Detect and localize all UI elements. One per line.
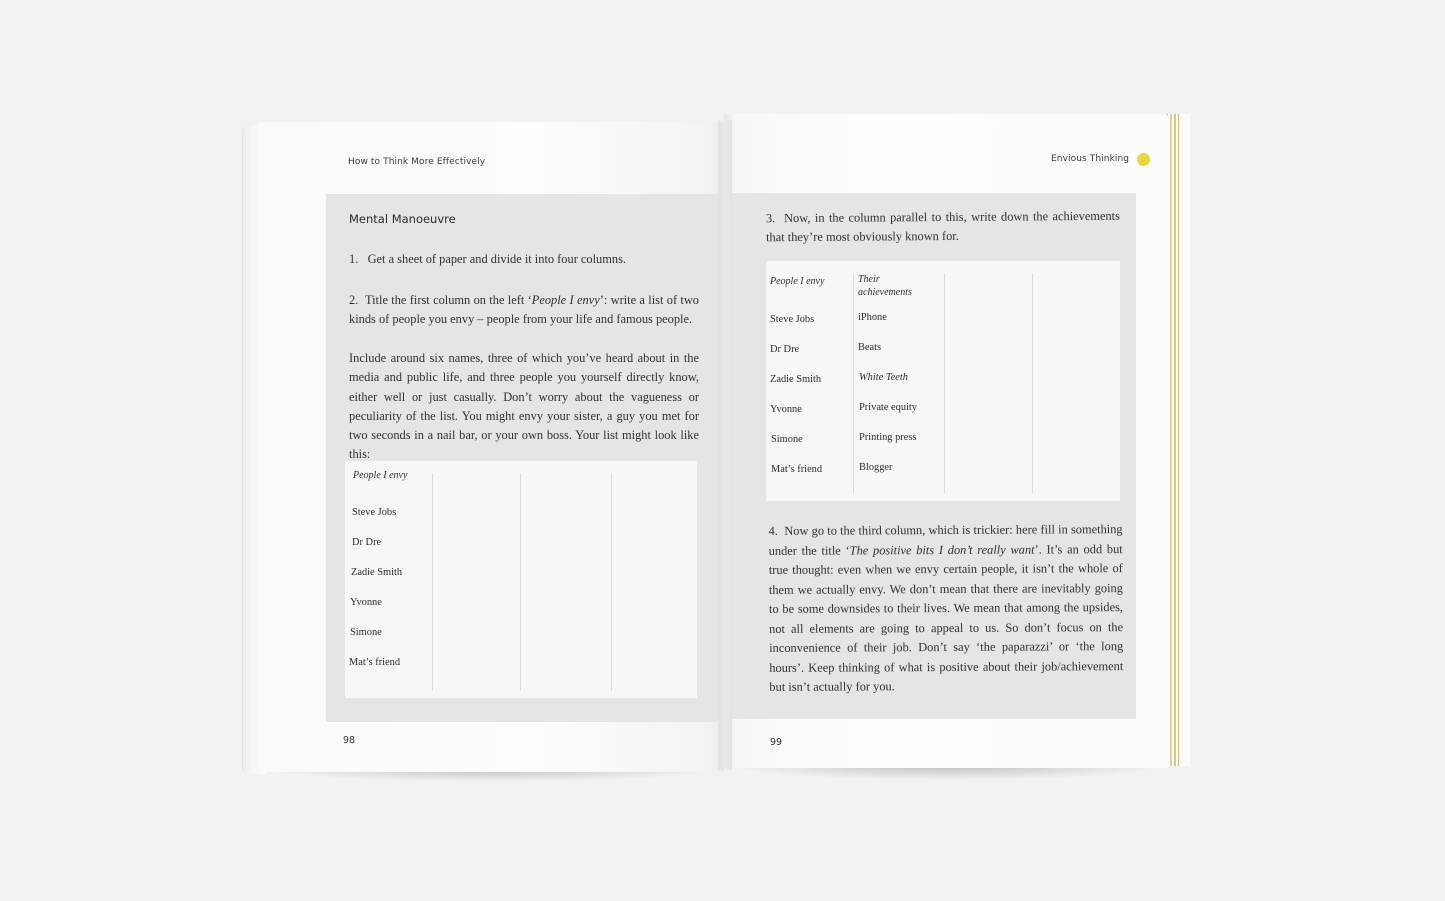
column-header: People I envy bbox=[353, 470, 408, 481]
table-cell: Zadie Smith bbox=[351, 567, 403, 578]
envy-table-left bbox=[345, 461, 697, 698]
step-text: ’. It’s an odd but true thought: even when we envy certain people, it isn’t the whole of them we actually envy. We don’t mean that there are inevitably going to be some downsides to their lives. We mean that among the upsides, not all elements are going to appeal to us. So don’t focus on the inconvenience of their job. Don’t say ‘the paparazzi’ or ‘the long hours’. Keep thinking of what is positive about their job/achievement but isn’t actually for you. bbox=[768, 541, 1124, 694]
column-divider bbox=[944, 273, 945, 493]
table-cell: Dr Dre bbox=[352, 537, 382, 548]
envy-table-right bbox=[766, 261, 1120, 501]
gilded-edge-line bbox=[1178, 114, 1179, 766]
gutter-shadow bbox=[718, 120, 732, 770]
column-divider bbox=[853, 273, 854, 493]
step-italic: People I envy bbox=[531, 293, 600, 307]
step-text: Now go to the third column, which is trickier: here fill in something under the title ‘ bbox=[768, 522, 1123, 558]
table-cell-achievement: Private equity bbox=[859, 402, 918, 413]
step-3 bbox=[766, 207, 1120, 248]
table-cell-person: Dr Dre bbox=[770, 344, 800, 355]
table-cell-achievement: Blogger bbox=[859, 462, 893, 473]
table-cell-person: Yvonne bbox=[770, 404, 802, 415]
book-shadow-right bbox=[728, 766, 1168, 780]
section-title: Mental Manoeuvre bbox=[349, 212, 456, 226]
running-head-left: How to Think More Effectively bbox=[348, 157, 486, 167]
gilded-edge-line bbox=[1174, 114, 1176, 766]
step-italic: The positive bits I don’t really want bbox=[849, 542, 1035, 558]
step-number: 4. bbox=[768, 523, 778, 538]
running-head-right: Envious Thinking bbox=[1051, 154, 1130, 164]
step-text: Get a sheet of paper and divide it into four columns. bbox=[367, 252, 627, 266]
step-number: 1. bbox=[349, 252, 359, 266]
step-text: Now, in the column parallel to this, write down the achievements that they’re most obviously known for. bbox=[766, 208, 1120, 245]
page-number-left: 98 bbox=[343, 735, 356, 746]
table-cell-achievement: Beats bbox=[858, 342, 882, 353]
step-number: 3. bbox=[765, 211, 776, 226]
table-cell-achievement: iPhone bbox=[858, 312, 887, 323]
gilded-edge-line bbox=[1170, 114, 1172, 766]
step-text: ’: write a list of two kinds of people you envy – people from your life and famous people. bbox=[349, 293, 700, 327]
table-cell-person: Mat’s friend bbox=[771, 464, 823, 475]
table-cell-person: Steve Jobs bbox=[770, 314, 815, 325]
step-4 bbox=[769, 520, 1124, 697]
step-2 bbox=[349, 291, 699, 330]
table-cell: Simone bbox=[350, 627, 382, 638]
table-cell: Mat’s friend bbox=[349, 657, 401, 668]
table-cell-achievement: Printing press bbox=[859, 432, 917, 443]
table-cell: Yvonne bbox=[350, 597, 382, 608]
body-paragraph: Include around six names, three of which you’ve heard about in the media and public life, and three people you yourself directly know, either well or just casually. Don’t worry about the vagueness or peculiarity of the list. You might envy your sister, a guy you met for two seconds in a nail bar, or your own boss. Your list might look like this: bbox=[349, 351, 699, 462]
step-number: 2. bbox=[349, 293, 359, 307]
table-cell-person: Zadie Smith bbox=[770, 374, 822, 385]
column-header: Their achievements bbox=[858, 274, 912, 298]
table-cell-achievement: White Teeth bbox=[859, 372, 908, 383]
column-header: People I envy bbox=[770, 276, 825, 287]
step-1 bbox=[349, 250, 699, 269]
column-divider bbox=[1032, 273, 1033, 493]
page-number-right: 99 bbox=[770, 737, 783, 748]
step-text: Title the first column on the left ‘ bbox=[364, 293, 532, 307]
column-divider bbox=[520, 473, 521, 691]
table-cell-person: Simone bbox=[771, 434, 803, 445]
table-cell: Steve Jobs bbox=[352, 507, 397, 518]
column-divider bbox=[611, 473, 612, 691]
column-divider bbox=[432, 473, 433, 691]
chapter-accent-dot bbox=[1137, 153, 1150, 166]
